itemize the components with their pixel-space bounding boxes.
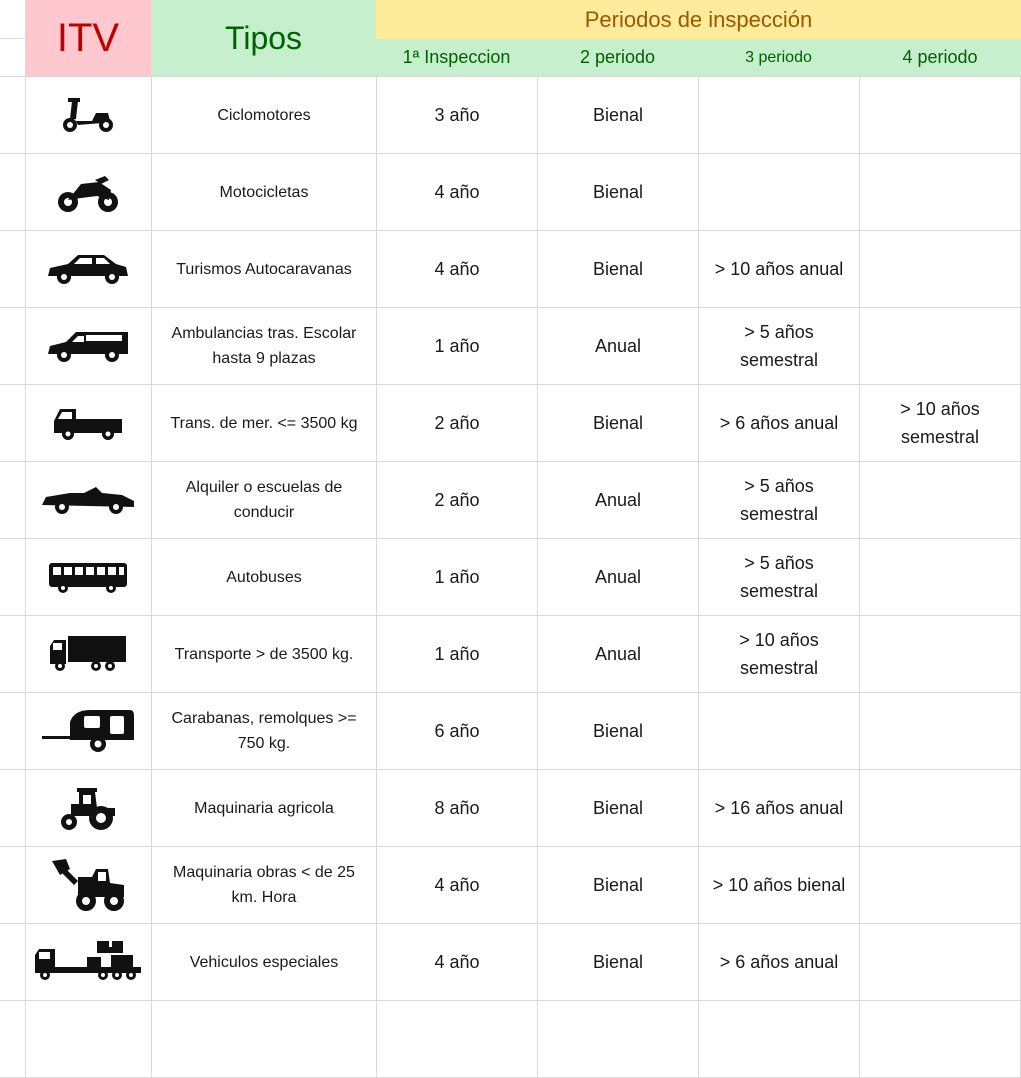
second-period: Anual bbox=[594, 567, 642, 587]
first-inspection: 4 año bbox=[434, 182, 480, 202]
third-period: > 10 años anual bbox=[714, 259, 844, 279]
vehicle-type: Carabanas, remolques >= 750 kg. bbox=[171, 710, 357, 752]
third-period: > 10 años semestral bbox=[739, 630, 819, 678]
second-period: Bienal bbox=[592, 413, 644, 433]
first-inspection: 3 año bbox=[434, 105, 480, 125]
first-inspection: 4 año bbox=[434, 875, 480, 895]
ambulance-icon bbox=[46, 328, 130, 364]
second-period: Anual bbox=[594, 644, 642, 664]
first-inspection: 4 año bbox=[434, 259, 480, 279]
second-period: Anual bbox=[594, 336, 642, 356]
vehicle-type: Alquiler o escuelas de conducir bbox=[185, 479, 343, 521]
fourth-period bbox=[860, 462, 1020, 538]
fourth-period bbox=[860, 308, 1020, 384]
header-col-1: 1ª Inspeccion bbox=[376, 39, 537, 76]
fourth-period bbox=[860, 154, 1020, 230]
fourth-period bbox=[860, 231, 1020, 307]
grid-line bbox=[25, 0, 26, 76]
third-period bbox=[699, 154, 859, 230]
fourth-period bbox=[860, 770, 1020, 846]
loader-icon bbox=[48, 857, 128, 913]
tractor-icon bbox=[57, 784, 119, 832]
third-period: > 5 años semestral bbox=[739, 553, 819, 601]
first-inspection: 6 año bbox=[434, 721, 480, 741]
truck-icon bbox=[48, 634, 128, 674]
vehicle-icon-cell bbox=[26, 616, 150, 692]
second-period: Anual bbox=[594, 490, 642, 510]
vehicle-icon-cell bbox=[26, 462, 150, 538]
second-period: Bienal bbox=[592, 721, 644, 741]
vehicle-type: Ambulancias tras. Escolar hasta 9 plazas bbox=[171, 325, 357, 367]
grid-line bbox=[0, 1000, 1021, 1001]
fourth-period bbox=[860, 539, 1020, 615]
first-inspection: 1 año bbox=[434, 644, 480, 664]
vehicle-type: Maquinaria agricola bbox=[194, 799, 334, 817]
vehicle-type: Vehiculos especiales bbox=[189, 953, 339, 971]
vehicle-icon-cell bbox=[26, 385, 150, 461]
fourth-period: > 10 años semestral bbox=[900, 399, 980, 447]
third-period: > 6 años anual bbox=[719, 952, 839, 972]
third-period: > 5 años semestral bbox=[739, 322, 819, 370]
vehicle-type: Trans. de mer. <= 3500 kg bbox=[170, 414, 358, 432]
vehicle-icon-cell bbox=[26, 924, 150, 1000]
second-period: Bienal bbox=[592, 259, 644, 279]
special-vehicle-icon bbox=[33, 939, 143, 985]
third-period: > 6 años anual bbox=[719, 413, 839, 433]
second-period: Bienal bbox=[592, 105, 644, 125]
header-tipos: Tipos bbox=[151, 0, 376, 76]
vehicle-type: Autobuses bbox=[226, 568, 302, 586]
vehicle-type: Maquinaria obras < de 25 km. Hora bbox=[173, 864, 355, 906]
header-col-2: 2 periodo bbox=[537, 39, 698, 76]
first-inspection: 8 año bbox=[434, 798, 480, 818]
first-inspection: 2 año bbox=[434, 413, 480, 433]
vehicle-type: Turismos Autocaravanas bbox=[176, 260, 352, 278]
vehicle-type: Transporte > de 3500 kg. bbox=[174, 645, 354, 663]
fourth-period bbox=[860, 77, 1020, 153]
first-inspection: 2 año bbox=[434, 490, 480, 510]
bus-icon bbox=[47, 560, 129, 594]
vehicle-type: Ciclomotores bbox=[217, 106, 311, 124]
car-icon bbox=[46, 252, 130, 286]
caravan-icon bbox=[40, 708, 136, 754]
header-col-3: 3 periodo bbox=[698, 39, 859, 76]
second-period: Bienal bbox=[592, 798, 644, 818]
vehicle-icon-cell bbox=[26, 154, 150, 230]
second-period: Bienal bbox=[592, 952, 644, 972]
second-period: Bienal bbox=[592, 182, 644, 202]
vehicle-icon-cell bbox=[26, 770, 150, 846]
first-inspection: 1 año bbox=[434, 567, 480, 587]
second-period: Bienal bbox=[592, 875, 644, 895]
vehicle-icon-cell bbox=[26, 847, 150, 923]
vehicle-icon-cell bbox=[26, 308, 150, 384]
vehicle-icon-cell bbox=[26, 77, 150, 153]
first-inspection: 4 año bbox=[434, 952, 480, 972]
fourth-period bbox=[860, 616, 1020, 692]
header-col-4: 4 periodo bbox=[859, 39, 1021, 76]
pickup-truck-icon bbox=[52, 403, 124, 443]
convertible-car-icon bbox=[40, 483, 136, 517]
header-itv: ITV bbox=[25, 0, 151, 76]
third-period: > 16 años anual bbox=[714, 798, 844, 818]
third-period bbox=[699, 693, 859, 769]
fourth-period bbox=[860, 847, 1020, 923]
fourth-period bbox=[860, 924, 1020, 1000]
third-period: > 5 años semestral bbox=[739, 476, 819, 524]
motorcycle-icon bbox=[55, 170, 121, 214]
vehicle-icon-cell bbox=[26, 231, 150, 307]
third-period: > 10 años bienal bbox=[712, 875, 846, 895]
first-inspection: 1 año bbox=[434, 336, 480, 356]
vehicle-type: Motocicletas bbox=[219, 183, 309, 201]
third-period bbox=[699, 77, 859, 153]
fourth-period bbox=[860, 693, 1020, 769]
vehicle-icon-cell bbox=[26, 693, 150, 769]
scooter-icon bbox=[58, 95, 118, 135]
grid-line bbox=[0, 38, 25, 39]
header-periodos: Periodos de inspección bbox=[376, 0, 1021, 39]
vehicle-icon-cell bbox=[26, 539, 150, 615]
